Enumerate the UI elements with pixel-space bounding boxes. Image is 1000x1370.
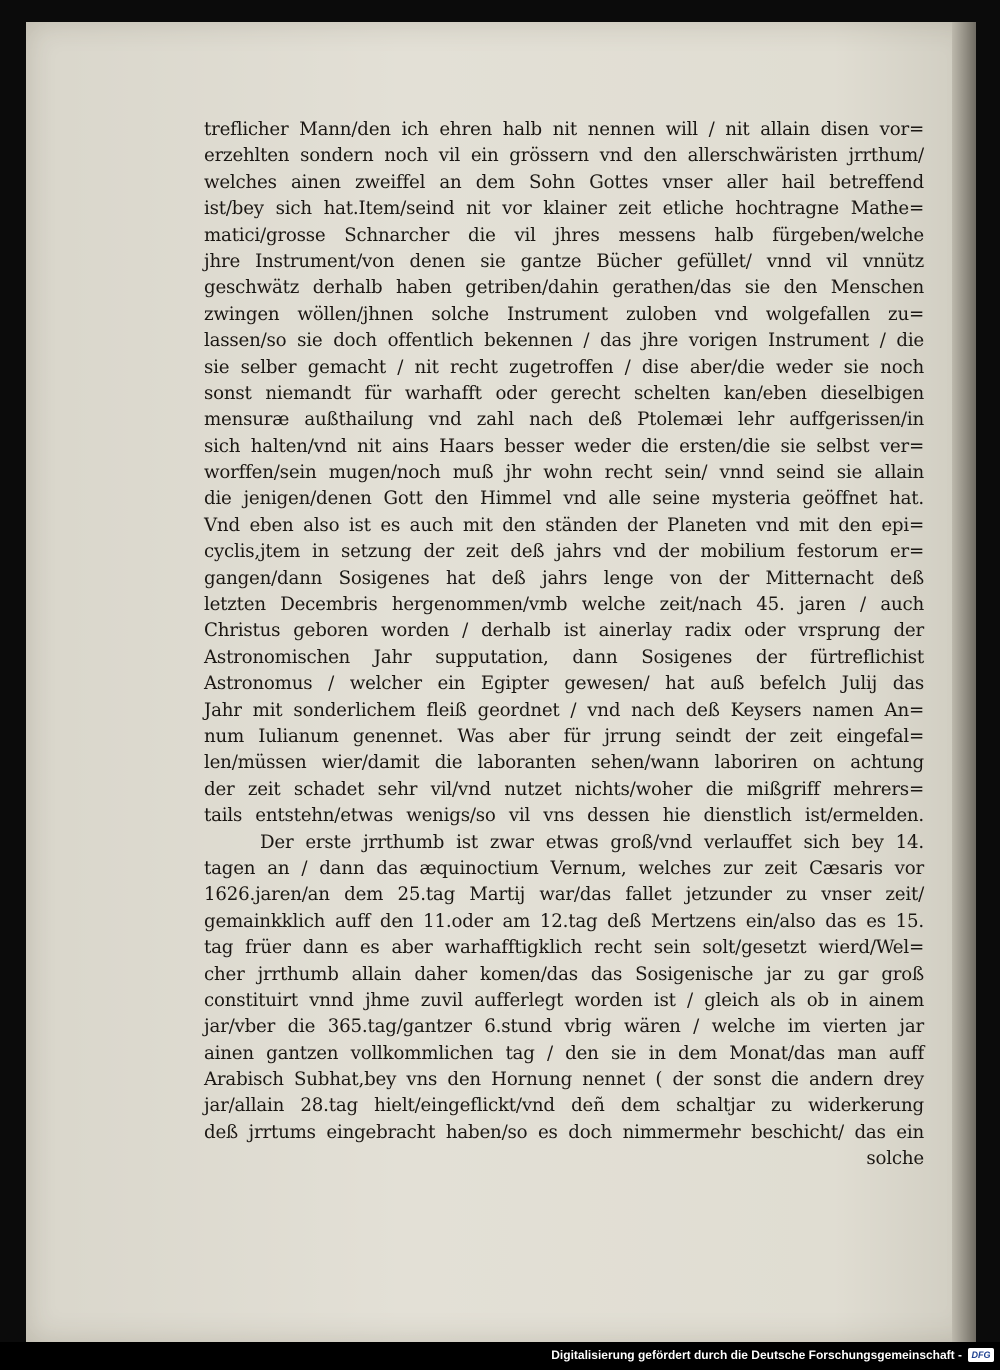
- text-line: Astronomischen Jahr supputation, dann Sosigenes der fürtreflichist: [204, 646, 924, 668]
- text-line: Arabisch Subhat,bey vns den Hornung nennet ( der sonst die andern drey: [204, 1069, 924, 1091]
- text-line: tagen an / dann das æquinoctium Vernum, welches zur zeit Cæsaris vor: [204, 857, 924, 879]
- text-line: zwingen wöllen/jhnen solche Instrument zuloben vnd wolgefallen zu=: [204, 303, 924, 325]
- text-line: tag früer dann es aber warhafftigklich recht sein solt/gesetzt wierd/Wel=: [204, 937, 924, 959]
- text-line: tails entstehn/etwas wenigs/so vil vns dessen hie dienstlich ist/ermelden.: [204, 805, 924, 827]
- text-line: worffen/sein mugen/noch muß jhr wohn recht sein/ vnnd seind sie allain: [204, 462, 924, 484]
- text-line: welches ainen zweiffel an dem Sohn Gottes vnser aller hail betreffend: [204, 171, 924, 193]
- text-line: jhre Instrument/von denen sie gantze Bücher gefüllet/ vnnd vil vnnütz: [204, 250, 924, 272]
- text-line: gemainkklich auff den 11.oder am 12.tag deß Mertzens ein/also das es 15.: [204, 910, 924, 932]
- text-line: sich halten/vnd nit ains Haars besser weder die ersten/die sie selbst ver=: [204, 435, 924, 457]
- text-line: matici/grosse Schnarcher die vil jhres messens halb fürgeben/welche: [204, 224, 924, 246]
- text-line: erzehlten sondern noch vil ein grössern vnd den allerschwäristen jrrthum/: [204, 145, 924, 167]
- body-text: [204, 117, 924, 1173]
- text-line: cyclis,jtem in setzung der zeit deß jahrs vnd der mobilium festorum er=: [204, 541, 924, 563]
- text-line: 1626.jaren/an dem 25.tag Martij war/das fallet jetzunder zu vnser zeit/: [204, 884, 924, 906]
- page-edge: [952, 22, 976, 1342]
- text-line: Astronomus / welcher ein Egipter gewesen/ hat auß befelch Julij das: [204, 673, 924, 695]
- text-line: Jahr mit sonderlichem fleiß geordnet / vnd nach deß Keysers namen An=: [204, 699, 924, 721]
- text-line: sie selber gemacht / nit recht zugetroffen / dise aber/die weder sie noch: [204, 356, 924, 378]
- text-line: der zeit schadet sehr vil/vnd nutzet nichts/woher die mißgriff mehrers=: [204, 778, 924, 800]
- text-line: jar/vber die 365.tag/gantzer 6.stund vbrig wären / welche im vierten jar: [204, 1016, 924, 1038]
- text-line: lassen/so sie doch offentlich bekennen / das jhre vorigen Instrument / die: [204, 330, 924, 352]
- text-line: sonst niemandt für warhafft oder gerecht schelten kan/eben dieselbigen: [204, 382, 924, 404]
- text-line: cher jrrthumb allain daher komen/das das Sosigenische jar zu gar groß: [204, 963, 924, 985]
- text-line: Christus geboren worden / derhalb ist ainerlay radix oder vrsprung der: [204, 620, 924, 642]
- digitization-footer: [0, 1342, 1000, 1370]
- text-line: ainen gantzen vollkommlichen tag / den sie in dem Monat/das man auff: [204, 1042, 924, 1064]
- text-line: gangen/dann Sosigenes hat deß jahrs lenge von der Mitternacht deß: [204, 567, 924, 589]
- text-line: Der erste jrrthumb ist zwar etwas groß/vnd verlauffet sich bey 14.: [260, 831, 924, 853]
- funding-credit: Digitalisierung gefördert durch die Deutsche Forschungsgemeinschaft -: [551, 1348, 962, 1362]
- text-line: num Iulianum genennet. Was aber für jrrung seindt der zeit eingefal=: [204, 725, 924, 747]
- text-line: die jenigen/denen Gott den Himmel vnd alle seine mysteria geöffnet hat.: [204, 488, 924, 510]
- text-line: Vnd eben also ist es auch mit den ständen der Planeten vnd mit den epi=: [204, 514, 924, 536]
- text-line: constituirt vnnd jhme zuvil aufferlegt worden ist / gleich als ob in ainem: [204, 989, 924, 1011]
- text-line: ist/bey sich hat.Item/seind nit vor klainer zeit etliche hochtragne Mathe=: [204, 198, 924, 220]
- text-line: deß jrrtums eingebracht haben/so es doch nimmermehr beschicht/ das ein: [204, 1121, 924, 1143]
- text-line: geschwätz derhalb haben getriben/dahin gerathen/das sie den Menschen: [204, 277, 924, 299]
- text-line: jar/allain 28.tag hielt/eingeflickt/vnd deñ dem schaltjar zu widerkerung: [204, 1095, 924, 1117]
- text-line: len/müssen wier/damit die laboranten sehen/wann laboriren on achtung: [204, 752, 924, 774]
- text-line: mensuræ außthailung vnd zahl nach deß Ptolemæi lehr auffgerissen/in: [204, 409, 924, 431]
- text-line: letzten Decembris hergenommen/vmb welche zeit/nach 45. jaren / auch: [204, 594, 924, 616]
- catchword: solche: [866, 1148, 924, 1170]
- text-line: treflicher Mann/den ich ehren halb nit nennen will / nit allain disen vor=: [204, 119, 924, 140]
- dfg-logo: DFG: [968, 1348, 994, 1362]
